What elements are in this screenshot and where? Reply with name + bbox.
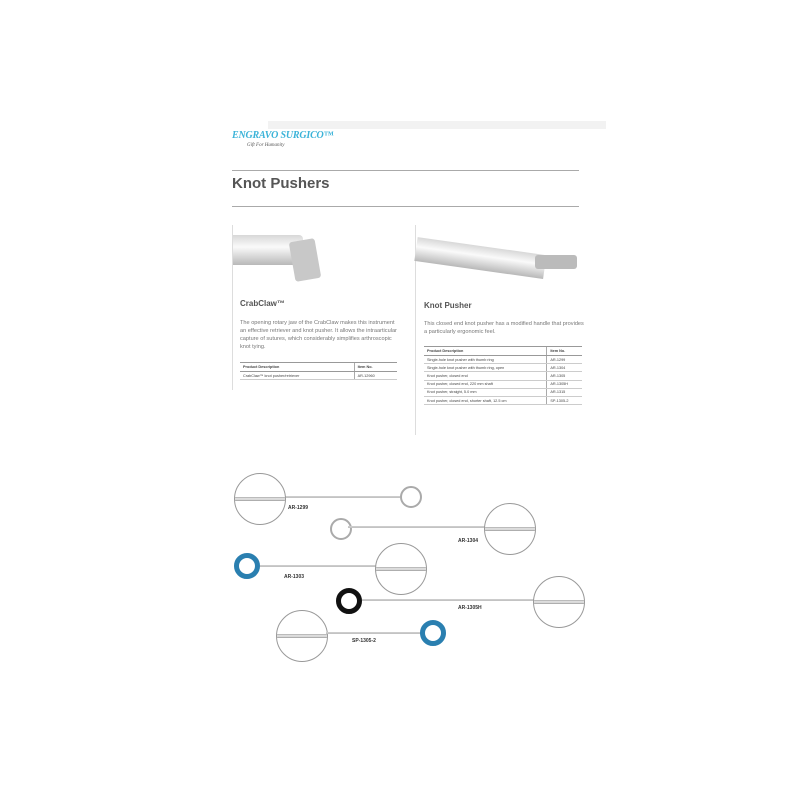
product-description: The opening rotary jaw of the CrabClaw makes this instrument an effective retriever and knot pusher. It allows the intraarticular capture of sutures, which considerably simplifies arthroscopic knot tying. [240,320,397,350]
product-title: Knot Pusher [424,301,472,310]
page-title: Knot Pushers [232,175,330,192]
knot-pusher-tip [535,255,577,269]
column-header: Item No. [547,347,582,356]
table-row: Knot pusher, closed end, 220 mm shaft AR-1305H [424,380,582,388]
knot-pusher-image [414,237,546,279]
top-bar [268,121,606,129]
column-header: Product Description [240,363,354,372]
table-row: Knot pusher, straight, 5.0 mm AR-1315 [424,388,582,396]
table-row: Single-hole knot pusher with thumb ring, open AR-1304 [424,364,582,372]
table-row: Knot pusher, closed end, shorter shaft, 12.5 cm SP-1305-2 [424,396,582,404]
divider [232,170,579,171]
logo: ENGRAVO SURGICO™ [232,130,334,141]
table-row: Knot pusher, closed end AR-1305 [424,372,582,380]
product-description: This closed end knot pusher has a modified handle that provides a particularly ergonomic feel. [424,321,584,335]
logo-tagline: Gift For Humanity [247,143,285,148]
crabclaw-jaw [289,238,322,282]
table-row: Single-hole knot pusher with thumb ring AR-1299 [424,356,582,364]
product-title: CrabClaw™ [240,299,285,308]
catalog-page: ENGRAVO SURGICO™ Gift For Humanity Knot Pushers CrabClaw™ The opening rotary jaw of the CrabClaw makes this instrument an effective retriever and knot pusher. It allows the intraarticular capture of sutures, which considerably simplifies arthroscopic knot tying. Product Description Item No. CrabClaw™ knot pusher/retriever AR-12960 Knot Pusher This closed end knot pusher has a modified handle that provides a particularly ergonomic feel. Product Description Item No. Single-hole knot pusher with thumb ring AR-1299 Single-hole knot pusher with thumb ring, open AR-1304 Knot pusher, closed end AR-1305 Knot pusher, closed end, 220 mm shaft AR-1305H Knot pusher, straight, 5.0 mm AR-1315 Knot pusher, closed end, shorter shaft, 12.5 cm SP-1305-2 AR-1299 AR-1304 AR-1303 AR-1305H SP-1305-2 [0,0,800,800]
product-table [424,346,582,405]
product-table [240,362,397,380]
column-header: Product Description [424,347,547,356]
table-row: CrabClaw™ knot pusher/retriever AR-12960 [240,372,397,380]
column-header: Item No. [354,363,397,372]
divider [232,206,579,207]
